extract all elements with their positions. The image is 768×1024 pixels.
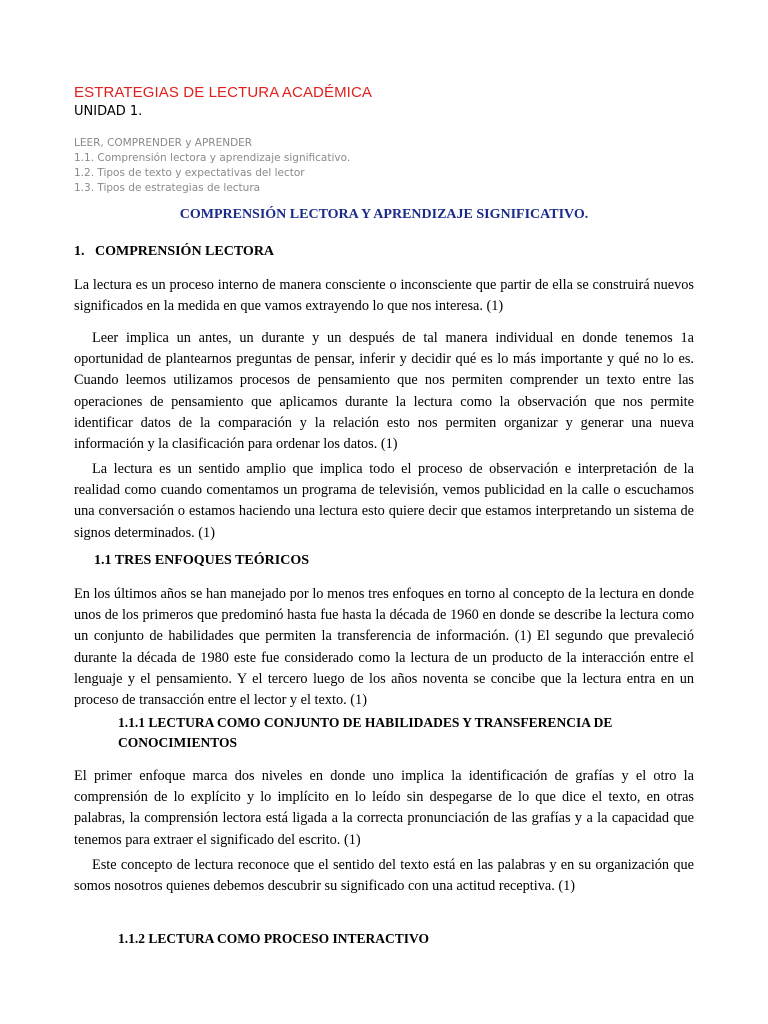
table-of-contents <box>74 136 350 196</box>
paragraph-6: Este concepto de lectura reconoce que el sentido del texto está en las palabras y en su organización que somos nosotros quienes debemos descubrir su significado con una actitud receptiva. (1) <box>74 857 694 895</box>
section-heading-1-1-2: 1.1.2 LECTURA COMO PROCESO INTERACTIVO <box>118 931 430 946</box>
document-title: ESTRATEGIAS DE LECTURA ACADÉMICA <box>74 84 372 101</box>
section-heading-1-1-1-line1: 1.1.1 LECTURA COMO CONJUNTO DE HABILIDADES Y TRANSFERENCIA DE <box>118 715 613 730</box>
toc-item: 1.1. Comprensión lectora y aprendizaje significativo. <box>74 152 351 164</box>
paragraph-2: Leer implica un antes, un durante y un después de tal manera individual en donde tenemos 1a oportunidad de plantearnos preguntas de pensar, inferir y decidir qué es lo más importante y qué no lo es. Cuando leemos utilizamos procesos de pensamiento que nos permiten comprender un texto entre las operaciones de pensamiento que aplicamos durante la lectura como la observación que nos permite identificar datos de la comparación y la relación esto nos permiten organizar y generar una nueva información y la clasificación para ordenar los datos. (1) <box>74 330 694 453</box>
unit-label: UNIDAD 1. <box>74 104 143 119</box>
paragraph-3: La lectura es un sentido amplio que implica todo el proceso de observación e interpretación de la realidad como cuando comentamos un programa de televisión, vemos publicidad en la calle o escuchamos una conversación o estamos haciendo una lectura esto quiere decir que estamos interpretando un sistema de signos determinados. (1) <box>74 461 694 541</box>
toc-item: 1.3. Tipos de estrategias de lectura <box>74 182 261 194</box>
paragraph-5: El primer enfoque marca dos niveles en donde uno implica la identificación de grafías y el otro la comprensión de lo explícito y lo implícito en lo leído sin despegarse de lo que dice el texto, en otras palabras, la comprensión lectora está ligada a la correcta pronunciación de las grafías y a la capacidad que tenemos para extraer el significado del escrito. (1) <box>74 768 694 848</box>
main-heading: COMPRENSIÓN LECTORA Y APRENDIZAJE SIGNIFICATIVO. <box>179 207 589 222</box>
toc-item: 1.2. Tipos de texto y expectativas del lector <box>74 167 305 179</box>
section-heading-1-1-1-line2: CONOCIMIENTOS <box>118 735 238 750</box>
paragraph-1: La lectura es un proceso interno de manera consciente o inconsciente que partir de ella se construirá nuevos significados en la medida en que vamos extrayendo lo que nos interesa. (1) <box>74 277 694 315</box>
paragraph-4: En los últimos años se han manejado por lo menos tres enfoques en torno al concepto de la lectura en donde unos de los primeros que predominó hasta fue hasta la década de 1960 en donde se describe la lectura como un conjunto de habilidades que permiten la transferencia de información. (1) El segundo que prevaleció durante la década de 1980 este fue considerado como la lectura de un producto de la interacción entre el lenguaje y el pensamiento. Y el tercero luego de los años noventa se concibe que la lectura entra en un proceso de transacción entre el lector y el texto. (1) <box>74 586 694 709</box>
section-heading-1-1: 1.1 TRES ENFOQUES TEÓRICOS <box>94 553 309 568</box>
section-heading-1: 1. COMPRENSIÓN LECTORA <box>74 244 275 259</box>
toc-item: LEER, COMPRENDER y APRENDER <box>74 137 253 149</box>
